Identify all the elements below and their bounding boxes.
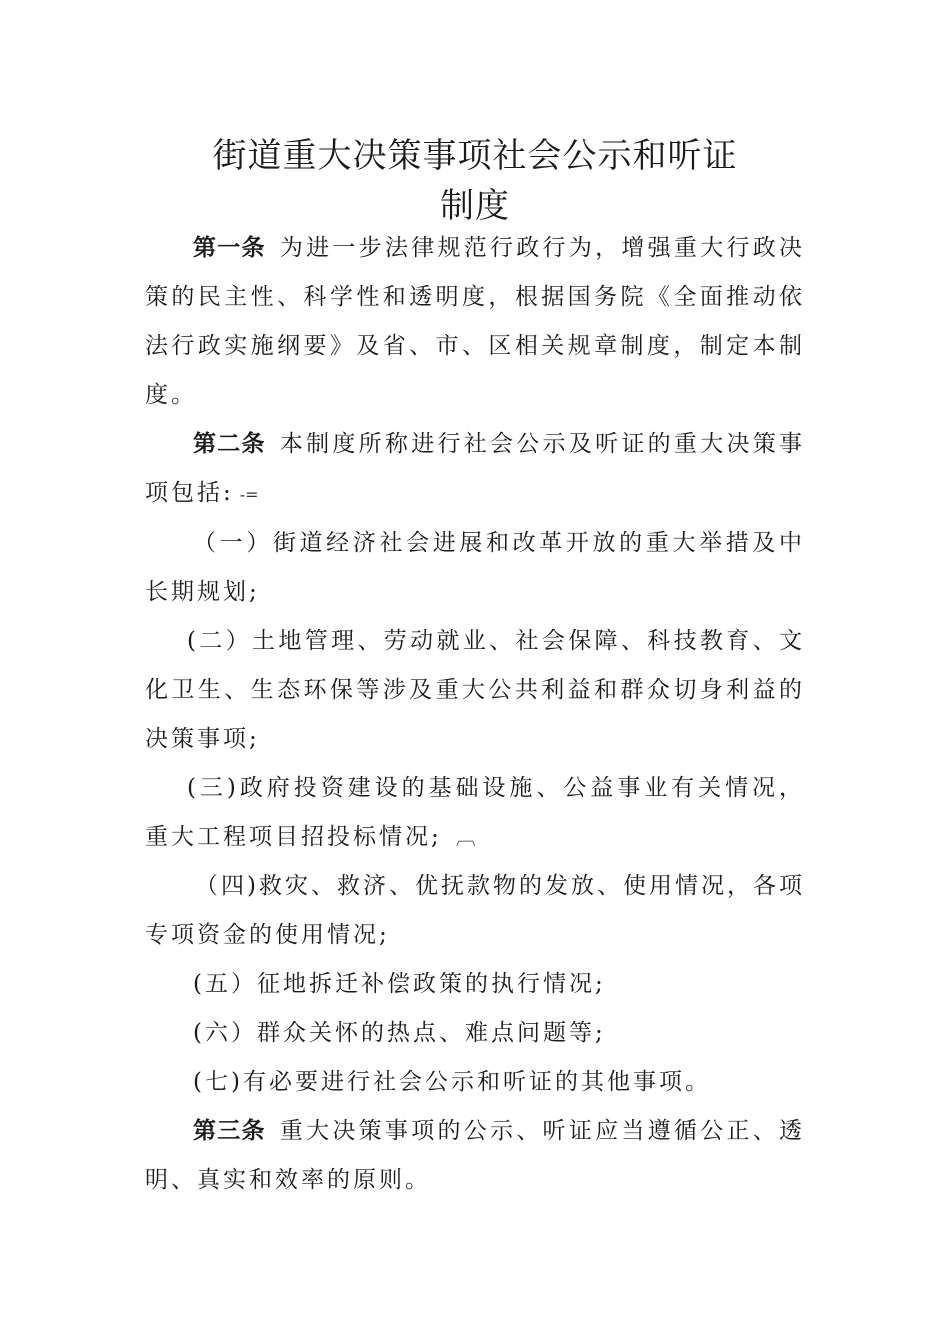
article-1-text: 为进一步法律规范行政行为，增强重大行政决策的民主性、科学性和透明度，根据国务院《全面推动依法行政实施纲要》及省、市、区相关规章制度，制定本制度。 <box>145 235 806 408</box>
article-3-text: 重大决策事项的公示、听证应当遵循公正、透明、真实和效率的原则。 <box>145 1118 806 1193</box>
document-title-line2: 制度 <box>440 186 510 226</box>
article-1 <box>145 224 805 420</box>
article-2-text: 本制度所称进行社会公示及听证的重大决策事项包括: <box>145 431 806 506</box>
article-1-label: 第一条 <box>193 235 266 261</box>
list-item-5: (五）征地拆迁补偿政策的执行情况; <box>193 971 606 997</box>
list-item-6: (六）群众关怀的热点、难点问题等; <box>193 1020 606 1046</box>
list-item-2: (二）土地管理、劳动就业、社会保障、科技教育、文化卫生、生态环保等涉及重大公共利益和群众切身利益的决策事项; <box>145 627 805 752</box>
document-title-line1: 街道重大决策事项社会公示和听证 <box>212 136 738 176</box>
list-item-3-mark: ︹ <box>455 825 476 849</box>
list-item-3-text: (三)政府投资建设的基础设施、公益事业有关情况，重大工程项目招投标情况; <box>145 774 805 850</box>
article-2 <box>145 420 805 519</box>
list-item-1: （一）街道经济社会进展和改革开放的重大举措及中长期规划; <box>145 529 805 605</box>
article-2-mark: -= <box>239 484 259 504</box>
article-2-label: 第二条 <box>193 431 266 457</box>
list-item-7: (七)有必要进行社会公示和听证的其他事项。 <box>193 1069 711 1095</box>
document-body <box>145 224 805 1205</box>
article-3-label: 第三条 <box>193 1118 266 1144</box>
article-3 <box>145 1107 805 1205</box>
list-item-3 <box>145 764 805 863</box>
list-item-4: （四)救灾、救济、优抚款物的发放、使用情况，各项专项资金的使用情况; <box>145 873 805 948</box>
